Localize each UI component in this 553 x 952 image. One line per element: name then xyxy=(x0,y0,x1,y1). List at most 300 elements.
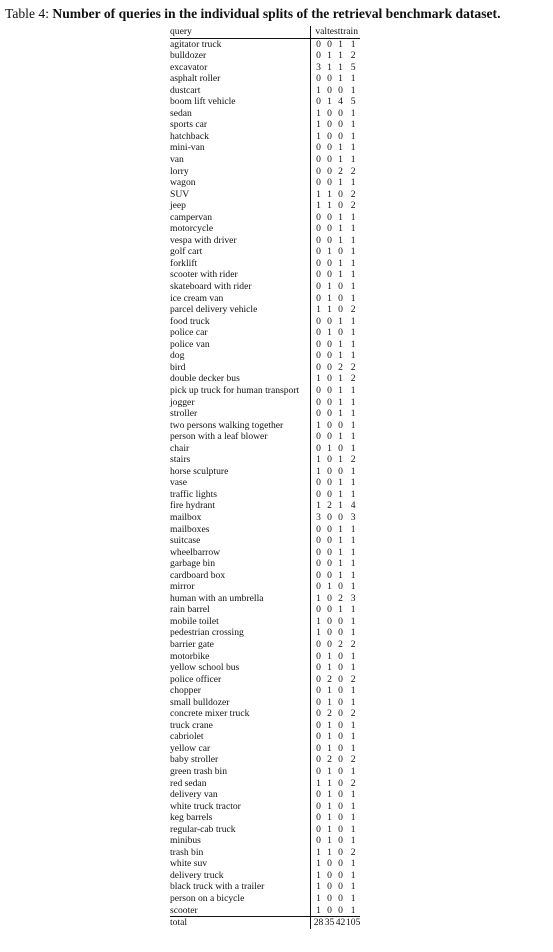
total-cell: 1 xyxy=(350,696,356,708)
total-cell: 1 xyxy=(350,419,356,431)
val-cell: 0 xyxy=(311,754,325,766)
test-cell: 0 xyxy=(327,615,332,627)
table-row xyxy=(170,269,360,281)
val-cell: 1 xyxy=(311,893,325,905)
test-cell: 0 xyxy=(327,38,332,50)
train-cell: 1 xyxy=(338,546,343,558)
train-cell: 0 xyxy=(338,84,343,96)
test-cell: 1 xyxy=(327,662,332,674)
table-row xyxy=(170,558,360,570)
table-row xyxy=(170,754,360,766)
query-cell: motorcycle xyxy=(170,223,214,235)
query-cell: rain barrel xyxy=(170,604,210,616)
train-cell: 0 xyxy=(338,835,343,847)
total-cell: 1 xyxy=(350,604,356,616)
query-cell: sports car xyxy=(170,119,208,131)
test-cell: 0 xyxy=(327,869,332,881)
query-cell: scooter xyxy=(170,904,198,916)
val-cell: 1 xyxy=(311,108,325,120)
train-cell: 1 xyxy=(338,396,343,408)
train-cell: 2 xyxy=(338,638,343,650)
table-row xyxy=(170,593,360,605)
train-cell: 0 xyxy=(338,742,343,754)
table-row xyxy=(170,570,360,582)
table-row xyxy=(170,212,360,224)
total-cell: 1 xyxy=(350,350,356,362)
train-cell: 1 xyxy=(338,500,343,512)
val-cell: 3 xyxy=(311,512,325,524)
table-row xyxy=(170,119,360,131)
total-cell: 1 xyxy=(350,292,356,304)
total-cell: 2 xyxy=(350,373,356,385)
query-cell: double decker bus xyxy=(170,373,240,385)
test-cell: 1 xyxy=(327,812,332,824)
val-cell: 0 xyxy=(311,212,325,224)
table-row xyxy=(170,489,360,501)
test-cell: 0 xyxy=(327,488,332,500)
train-cell: 2 xyxy=(338,165,343,177)
total-cell: 1 xyxy=(350,742,356,754)
table-row xyxy=(170,651,360,663)
test-cell: 1 xyxy=(327,200,332,212)
val-cell: 0 xyxy=(311,142,325,154)
train-cell: 1 xyxy=(338,223,343,235)
train-cell: 0 xyxy=(338,615,343,627)
query-cell: horse sculpture xyxy=(170,465,229,477)
table-row xyxy=(170,708,360,720)
query-cell: black truck with a trailer xyxy=(170,881,265,893)
val-cell: 0 xyxy=(311,96,325,108)
test-cell: 0 xyxy=(327,142,332,154)
total-cell: 1 xyxy=(350,535,356,547)
table-row xyxy=(170,316,360,328)
test-cell: 2 xyxy=(327,673,332,685)
query-cell: hatchback xyxy=(170,130,209,142)
val-cell: 1 xyxy=(311,881,325,893)
total-cell: 1 xyxy=(350,835,356,847)
total-cell: 2 xyxy=(350,638,356,650)
test-cell: 0 xyxy=(327,257,332,269)
train-cell: 1 xyxy=(338,315,343,327)
header-train: train xyxy=(340,26,359,37)
table-row xyxy=(170,258,360,270)
query-cell: scooter with rider xyxy=(170,269,238,281)
val-cell: 0 xyxy=(311,812,325,824)
val-cell: 0 xyxy=(311,477,325,489)
query-cell: van xyxy=(170,154,184,166)
total-cell: 1 xyxy=(350,823,356,835)
table-row xyxy=(170,154,360,166)
query-cell: vase xyxy=(170,477,188,489)
train-cell: 1 xyxy=(338,569,343,581)
test-cell: 0 xyxy=(327,384,332,396)
val-cell: 0 xyxy=(311,547,325,559)
total-cell: 1 xyxy=(350,234,356,246)
table-row xyxy=(170,454,360,466)
table-row xyxy=(170,697,360,709)
query-cell: golf cart xyxy=(170,246,203,258)
table-body xyxy=(170,38,360,929)
test-cell: 0 xyxy=(327,177,332,189)
total-cell: 1 xyxy=(350,269,356,281)
query-cell: lorry xyxy=(170,165,189,177)
query-cell: pick up truck for human transport xyxy=(170,384,300,396)
table-row xyxy=(170,524,360,536)
train-cell: 0 xyxy=(338,904,343,916)
query-cell: baby stroller xyxy=(170,754,219,766)
total-cell: 1 xyxy=(350,384,356,396)
test-cell: 0 xyxy=(327,546,332,558)
test-cell: 0 xyxy=(327,454,332,466)
table-row xyxy=(170,339,360,351)
val-cell: 0 xyxy=(311,581,325,593)
train-cell: 0 xyxy=(338,673,343,685)
table-row xyxy=(170,547,360,559)
train-cell: 1 xyxy=(338,477,343,489)
table-row xyxy=(170,674,360,686)
query-cell: person on a bicycle xyxy=(170,893,245,905)
val-cell: 0 xyxy=(311,674,325,686)
train-cell: 0 xyxy=(338,188,343,200)
query-cell: parcel delivery vehicle xyxy=(170,304,258,316)
table-row xyxy=(170,858,360,870)
train-cell: 1 xyxy=(338,142,343,154)
train-cell: 0 xyxy=(338,304,343,316)
val-cell: 0 xyxy=(311,685,325,697)
table-row xyxy=(170,362,360,374)
table-row xyxy=(170,177,360,189)
train-cell: 0 xyxy=(338,858,343,870)
total-cell: 1 xyxy=(350,869,356,881)
table-header-row xyxy=(170,26,360,38)
query-cell: asphalt roller xyxy=(170,73,221,85)
total-cell: 1 xyxy=(350,257,356,269)
table-row xyxy=(170,108,360,120)
val-cell: 0 xyxy=(311,258,325,270)
val-cell: 1 xyxy=(311,778,325,790)
query-cell: campervan xyxy=(170,211,213,223)
val-cell: 0 xyxy=(311,38,325,50)
val-cell: 0 xyxy=(311,651,325,663)
query-cell: wagon xyxy=(170,177,196,189)
query-cell: truck crane xyxy=(170,719,213,731)
table-caption xyxy=(5,5,550,23)
val-cell: 1 xyxy=(311,870,325,882)
test-cell: 1 xyxy=(327,650,332,662)
table-row xyxy=(170,847,360,859)
total-cell: 2 xyxy=(350,754,356,766)
val-cell: 1 xyxy=(311,119,325,131)
val-cell: 0 xyxy=(311,535,325,547)
table-row xyxy=(170,500,360,512)
test-cell: 0 xyxy=(327,558,332,570)
total-cell: 1 xyxy=(350,119,356,131)
total-cell: 1 xyxy=(350,558,356,570)
val-cell: 1 xyxy=(311,593,325,605)
test-cell: 0 xyxy=(327,419,332,431)
test-cell: 1 xyxy=(327,246,332,258)
total-label: total xyxy=(170,917,311,929)
val-cell: 0 xyxy=(311,385,325,397)
table-row xyxy=(170,604,360,616)
train-cell: 0 xyxy=(338,327,343,339)
query-cell: red sedan xyxy=(170,777,207,789)
val-cell: 1 xyxy=(311,373,325,385)
table-row xyxy=(170,535,360,547)
test-cell: 1 xyxy=(327,96,332,108)
train-cell: 0 xyxy=(338,812,343,824)
header-test: test xyxy=(327,26,341,37)
table-row xyxy=(170,142,360,154)
query-cell: wheelbarrow xyxy=(170,546,221,558)
query-cell: chair xyxy=(170,442,190,454)
total-sum: 105 xyxy=(346,917,361,929)
table-row xyxy=(170,581,360,593)
test-cell: 0 xyxy=(327,511,332,523)
table-row xyxy=(170,397,360,409)
train-cell: 0 xyxy=(338,708,343,720)
test-cell: 0 xyxy=(327,373,332,385)
val-cell: 0 xyxy=(311,766,325,778)
train-cell: 1 xyxy=(338,488,343,500)
test-cell: 1 xyxy=(327,742,332,754)
total-cell: 1 xyxy=(350,142,356,154)
train-cell: 1 xyxy=(338,408,343,420)
train-cell: 1 xyxy=(338,211,343,223)
val-cell: 0 xyxy=(311,731,325,743)
train-cell: 1 xyxy=(338,338,343,350)
total-cell: 1 xyxy=(350,338,356,350)
val-cell: 0 xyxy=(311,789,325,801)
train-cell: 0 xyxy=(338,881,343,893)
total-cell: 1 xyxy=(350,546,356,558)
test-cell: 0 xyxy=(327,338,332,350)
val-cell: 1 xyxy=(311,466,325,478)
train-cell: 1 xyxy=(338,177,343,189)
table-row xyxy=(170,720,360,732)
train-cell: 0 xyxy=(338,789,343,801)
query-cell: stroller xyxy=(170,408,198,420)
train-cell: 0 xyxy=(338,800,343,812)
test-cell: 0 xyxy=(327,396,332,408)
query-cell: motorbike xyxy=(170,650,210,662)
val-cell: 1 xyxy=(311,500,325,512)
val-cell: 0 xyxy=(311,235,325,247)
query-cell: mini-van xyxy=(170,142,205,154)
table-row xyxy=(170,743,360,755)
train-cell: 1 xyxy=(338,384,343,396)
val-cell: 0 xyxy=(311,524,325,536)
query-cell: jeep xyxy=(170,200,186,212)
test-cell: 1 xyxy=(327,696,332,708)
query-cell: boom lift vehicle xyxy=(170,96,236,108)
total-val: 28 xyxy=(311,917,325,929)
test-cell: 0 xyxy=(327,165,332,177)
total-cell: 1 xyxy=(350,523,356,535)
table-row xyxy=(170,281,360,293)
test-cell: 0 xyxy=(327,535,332,547)
val-cell: 0 xyxy=(311,743,325,755)
table-row xyxy=(170,189,360,201)
train-cell: 0 xyxy=(338,442,343,454)
query-cell: fire hydrant xyxy=(170,500,216,512)
val-cell: 0 xyxy=(311,604,325,616)
total-cell: 1 xyxy=(350,488,356,500)
total-cell: 3 xyxy=(350,592,356,604)
test-cell: 0 xyxy=(327,569,332,581)
header-splits xyxy=(311,26,361,38)
table-row xyxy=(170,835,360,847)
total-cell: 1 xyxy=(350,812,356,824)
query-cell: dog xyxy=(170,350,185,362)
train-cell: 0 xyxy=(338,777,343,789)
train-cell: 0 xyxy=(338,107,343,119)
total-cell: 1 xyxy=(350,281,356,293)
val-cell: 0 xyxy=(311,697,325,709)
train-cell: 0 xyxy=(338,130,343,142)
total-cell: 1 xyxy=(350,766,356,777)
query-cell: chopper xyxy=(170,685,201,697)
query-cell: mailbox xyxy=(170,511,202,523)
table-row xyxy=(170,62,360,74)
test-cell: 1 xyxy=(327,685,332,697)
val-cell: 0 xyxy=(311,662,325,674)
query-cell: stairs xyxy=(170,454,191,466)
val-cell: 0 xyxy=(311,720,325,732)
val-cell: 1 xyxy=(311,420,325,432)
val-cell: 0 xyxy=(311,73,325,85)
train-cell: 1 xyxy=(338,350,343,362)
table-row xyxy=(170,246,360,258)
query-cell: mobile toilet xyxy=(170,615,219,627)
train-cell: 0 xyxy=(338,465,343,477)
total-cell: 1 xyxy=(350,107,356,119)
total-cell: 2 xyxy=(350,200,356,212)
query-cell: pedestrian crossing xyxy=(170,627,244,639)
total-cell: 1 xyxy=(350,858,356,870)
test-cell: 2 xyxy=(327,754,332,766)
val-cell: 0 xyxy=(311,316,325,328)
train-cell: 0 xyxy=(338,731,343,743)
total-cell: 1 xyxy=(350,73,356,85)
table-row xyxy=(170,131,360,143)
val-cell: 0 xyxy=(311,339,325,351)
table-row xyxy=(170,408,360,420)
test-cell: 1 xyxy=(327,281,332,293)
test-cell: 0 xyxy=(327,84,332,96)
total-cell: 1 xyxy=(350,431,356,443)
train-cell: 1 xyxy=(338,38,343,50)
test-cell: 1 xyxy=(327,777,332,789)
table-row xyxy=(170,385,360,397)
query-cell: delivery van xyxy=(170,789,218,801)
val-cell: 1 xyxy=(311,189,325,201)
table-row xyxy=(170,166,360,178)
caption-label: Table 4: xyxy=(5,6,49,21)
table-row xyxy=(170,824,360,836)
total-cell: 1 xyxy=(350,581,356,593)
total-cell: 1 xyxy=(350,38,356,50)
query-cell: agitator truck xyxy=(170,38,222,50)
train-cell: 0 xyxy=(338,754,343,766)
total-cell: 1 xyxy=(350,396,356,408)
table-row xyxy=(170,778,360,790)
total-cell: 4 xyxy=(350,500,356,512)
train-cell: 0 xyxy=(338,696,343,708)
table-row xyxy=(170,685,360,697)
test-cell: 0 xyxy=(327,638,332,650)
test-cell: 1 xyxy=(327,304,332,316)
query-cell: bird xyxy=(170,361,186,373)
header-query: query xyxy=(170,26,311,38)
train-cell: 0 xyxy=(338,627,343,639)
val-cell: 0 xyxy=(311,281,325,293)
query-cell: barrier gate xyxy=(170,638,214,650)
val-cell: 1 xyxy=(311,905,325,917)
query-cell: white truck tractor xyxy=(170,800,241,812)
train-cell: 0 xyxy=(338,685,343,697)
query-cell: human with an umbrella xyxy=(170,592,264,604)
test-cell: 1 xyxy=(327,292,332,304)
query-cell: concrete mixer truck xyxy=(170,708,250,720)
test-cell: 1 xyxy=(327,188,332,200)
total-cell: 1 xyxy=(350,477,356,489)
test-cell: 0 xyxy=(327,431,332,443)
test-cell: 0 xyxy=(327,130,332,142)
val-cell: 0 xyxy=(311,50,325,62)
total-cell: 2 xyxy=(350,673,356,685)
total-cell: 5 xyxy=(350,96,356,108)
table-row xyxy=(170,73,360,85)
table-row xyxy=(170,639,360,651)
query-cell: yellow school bus xyxy=(170,662,240,674)
test-cell: 0 xyxy=(327,73,332,85)
test-cell: 0 xyxy=(327,211,332,223)
query-cell: bulldozer xyxy=(170,50,207,62)
queries-table xyxy=(170,26,360,929)
test-cell: 0 xyxy=(327,315,332,327)
val-cell: 0 xyxy=(311,489,325,501)
val-cell: 0 xyxy=(311,431,325,443)
test-cell: 1 xyxy=(327,327,332,339)
train-cell: 0 xyxy=(338,419,343,431)
total-cell: 1 xyxy=(350,130,356,142)
total-cell: 1 xyxy=(350,315,356,327)
query-cell: police van xyxy=(170,338,210,350)
train-cell: 1 xyxy=(338,154,343,166)
test-cell: 1 xyxy=(327,789,332,801)
total-cell: 1 xyxy=(350,615,356,627)
train-cell: 2 xyxy=(338,592,343,604)
query-cell: sedan xyxy=(170,107,192,119)
query-cell: regular-cab truck xyxy=(170,823,236,835)
train-cell: 1 xyxy=(338,431,343,443)
table-row xyxy=(170,235,360,247)
table-row xyxy=(170,881,360,893)
table-row xyxy=(170,85,360,97)
table-row xyxy=(170,443,360,455)
val-cell: 0 xyxy=(311,443,325,455)
val-cell: 0 xyxy=(311,177,325,189)
train-cell: 1 xyxy=(338,604,343,616)
test-cell: 0 xyxy=(327,592,332,604)
table-row xyxy=(170,870,360,882)
total-cell: 2 xyxy=(350,708,356,720)
test-cell: 0 xyxy=(327,234,332,246)
total-cell: 2 xyxy=(350,50,356,62)
val-cell: 0 xyxy=(311,639,325,651)
table-row xyxy=(170,662,360,674)
